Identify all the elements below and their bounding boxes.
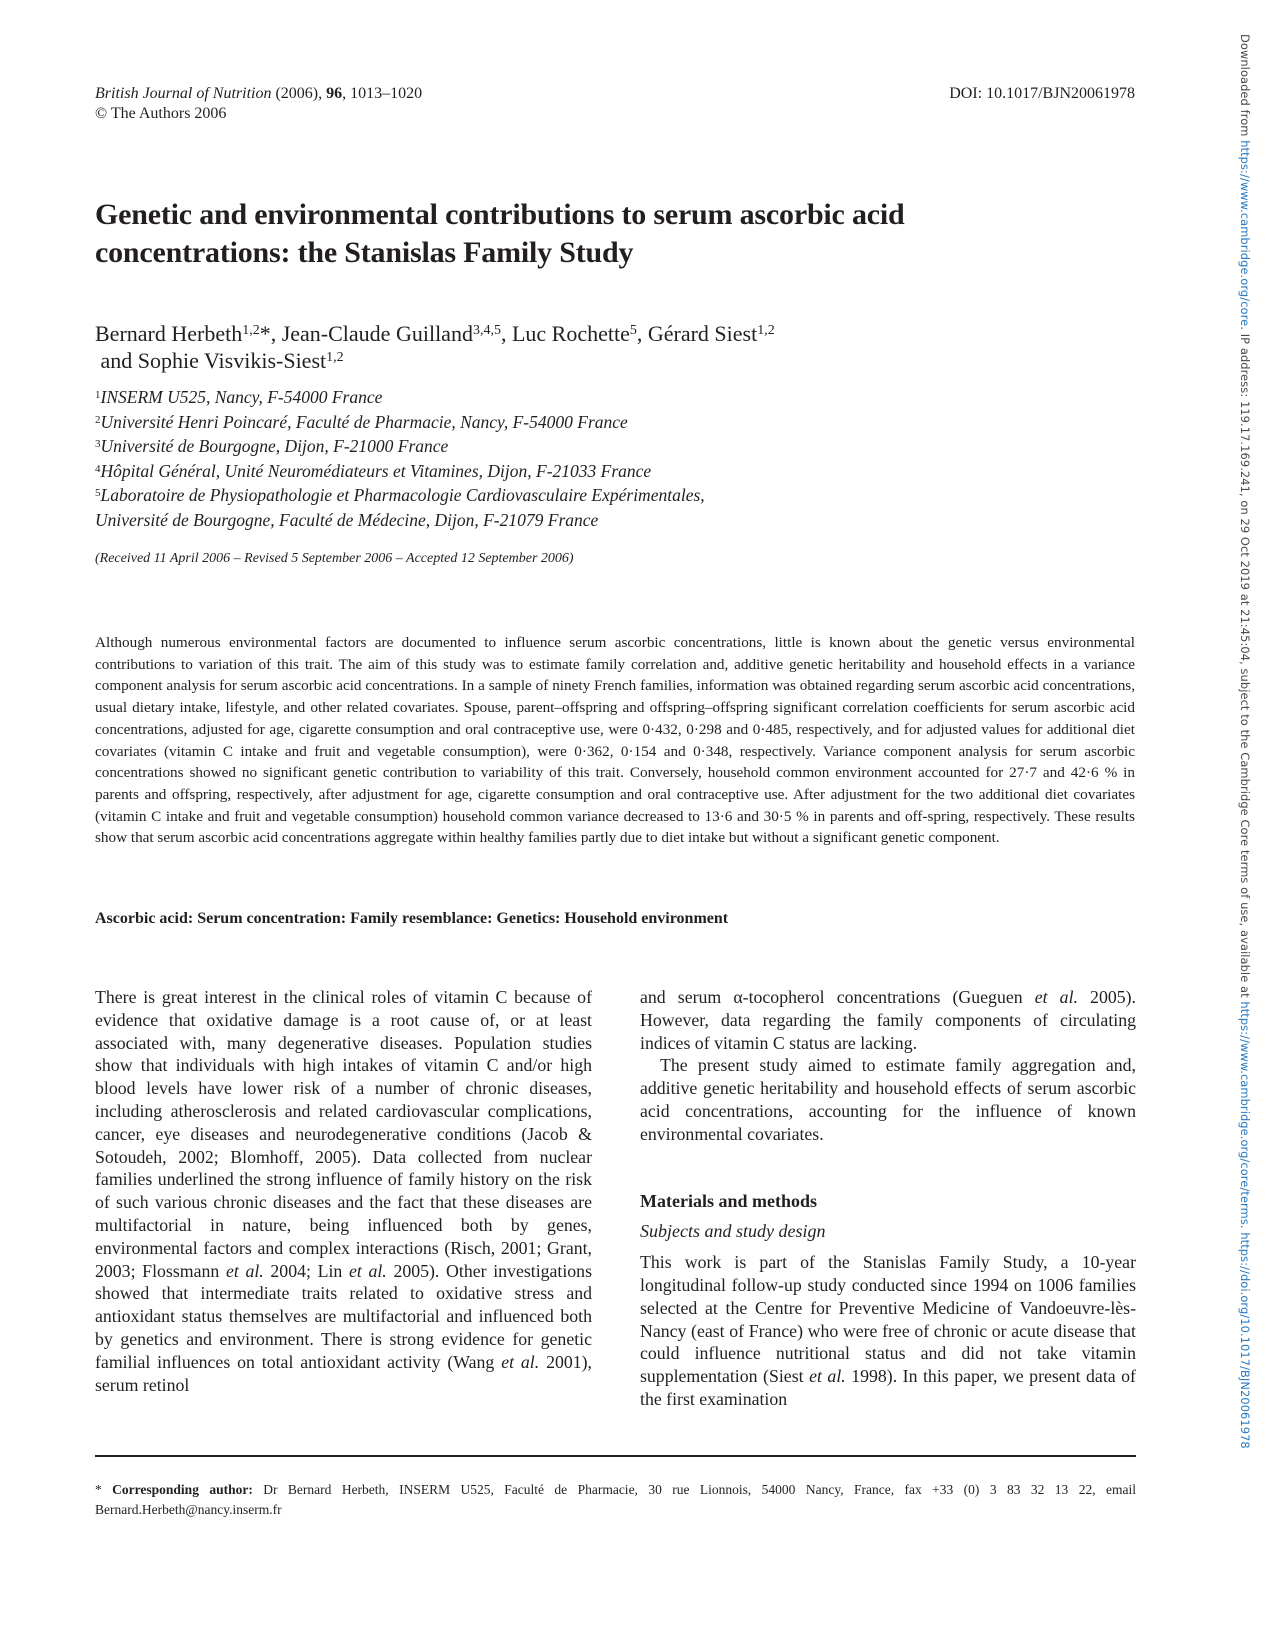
author-sep: , [270,321,282,346]
affiliation-item [95,508,995,533]
author-conjunction: and [95,348,138,373]
doi-header: DOI: 10.1017/BJN20061978 [949,85,1135,102]
et-al: et al. [1034,987,1078,1007]
footnote-text: Dr Bernard Herbeth, INSERM U525, Faculté de Pharmacie, 30 rue Lionnois, 54000 Nancy, France, fax +33 (0) 3 83 32 13 22, email Bernard.Herbeth@nancy.inserm.fr [95,1482,1136,1517]
corresponding-author-footnote [95,1480,1136,1520]
text-run: 2005). However, data regarding the family components of circulating indices of vitamin C status are lacking. [640,987,1136,1053]
affiliation-text: Université de Bourgogne, Faculté de Médecine, Dijon, F-21079 France [95,509,599,530]
text-run: 2001), serum retinol [95,1351,592,1395]
affiliation-text: INSERM U525, Nancy, F-54000 France [100,387,383,407]
footnote-divider [95,1455,1136,1457]
title-line-1: Genetic and environmental contributions to serum ascorbic acid [95,198,905,231]
author-line-2 [95,347,995,374]
et-al: et al. [501,1351,540,1372]
paragraph: The present study aimed to estimate family aggregation and, additive genetic heritability and household effects of serum ascorbic acid concentrations, accounting for the influence of known environmental covariates. [640,1055,1136,1144]
copyright-line: © The Authors 2006 [95,105,227,122]
author-name: Jean-Claude Guilland [281,321,473,346]
author-affil-sup: 5 [629,323,637,338]
sidebar-text: . IP address: 119.17.169.241, on 29 Oct 2019 at 21:45:04, subject to the Cambridge Core terms of use, available at [1238,326,1252,1002]
title-line-2: concentrations: the Stanislas Family Study [95,236,634,269]
subsection-heading: Subjects and study design [640,1221,826,1242]
article-title [95,196,1095,272]
author-list [95,320,995,374]
text-run: 2005). Other investigations showed that intermediate traits related to oxidative stress and antioxidant status themselves are multifactorial and influenced both by genetics and environment. There is strong evidence for genetic familial influences on total antioxidant activity (Wang [95,1260,592,1372]
affiliation-number: 5 [95,487,101,499]
text-run: 2004; Lin [263,1260,349,1281]
text-run: This work is part of the Stanislas Family Study, a 10-year longitudinal follow-up study conducted since 1994 on 1006 families selected at the Centre for Preventive Medicine of Vandoeuvre-lès-Nancy (east of France) who were free of chronic or acute disease that could influence nutritional status and did not take vitamin supplementation (Siest [640,1252,1136,1387]
et-al: et al. [809,1366,846,1387]
sidebar-text: . [1238,1224,1252,1233]
affiliation-number: 1 [95,389,101,401]
author-name: Gérard Siest [647,321,758,346]
author-name: Bernard Herbeth [95,321,243,346]
footnote-label: Corresponding author: [112,1482,253,1497]
affiliation-item [95,459,995,484]
author-sep: , [636,321,648,346]
section-heading: Materials and methods [640,1190,817,1211]
affiliation-item [95,434,995,459]
affiliation-text: Université de Bourgogne, Dijon, F-21000 France [100,436,449,456]
author-affil-sup: 1,2 [757,323,775,338]
citation-line [95,84,422,104]
journal-name: British Journal of Nutrition [95,85,272,102]
sidebar-text: Downloaded from [1238,34,1252,141]
body-column-right [640,986,1136,1411]
author-name: Luc Rochette [511,321,630,346]
affiliation-item [95,410,995,435]
et-al: et al. [348,1260,387,1281]
running-header [95,84,422,124]
download-notice-sidebar [1238,34,1252,1449]
footnote-mark: * [95,1482,113,1497]
doi-link[interactable]: https://doi.org/10.1017/BJN20061978 [1238,1232,1252,1449]
affiliation-number: 2 [95,413,101,426]
affiliation-item [95,483,995,508]
author-affil-sup: 1,2 [242,323,260,338]
keywords: Ascorbic acid: Serum concentration: Family resemblance: Genetics: Household environment [95,910,729,927]
paragraph [95,986,592,1396]
cambridge-core-link[interactable]: https://www.cambridge.org/core [1238,140,1252,327]
affiliation-number: 4 [95,462,101,475]
terms-link[interactable]: https://www.cambridge.org/core/terms [1238,1001,1252,1225]
author-affil-sup: 3,4,5 [472,323,501,338]
journal-pages: , 1013–1020 [342,85,423,102]
text-run: 1998). In this paper, we present data of the first examination [640,1366,1136,1409]
affiliation-number: 3 [95,438,101,450]
et-al: et al. [225,1260,264,1281]
affiliation-text: Hôpital Général, Unité Neuromédiateurs et Vitamines, Dijon, F-21033 France [100,460,652,481]
author-affil-sup: 1,2 [326,350,344,365]
text-run: and serum α-tocopherol concentrations (Gueguen [640,987,1035,1007]
author-line-1 [95,320,995,347]
affiliation-text: Université Henri Poincaré, Faculté de Pharmacie, Nancy, F-54000 France [100,411,628,432]
affiliation-list [95,385,995,532]
affiliation-text: Laboratoire de Physiopathologie et Pharmacologie Cardiovasculaire Expérimentales, [100,485,705,505]
paragraph [640,986,1136,1054]
affiliation-item [95,385,995,410]
body-column-left [95,986,592,1396]
text-run: There is great interest in the clinical roles of vitamin C because of evidence that oxidative damage is a root cause of, or at least associated with, many degenerative diseases. Population studies show that individuals with high intakes of vitamin C and/or high blood levels have lower risk of a number of chronic diseases, including atherosclerosis and related cardiovascular complications, cancer, eye diseases and neurodegenerative conditions (Jacob & Sotoudeh, 2002; Blomhoff, 2005). Data collected from nuclear families underlined the strong influence of family history on the risk of such various chronic diseases and the fact that these diseases are multifactorial in nature, being influenced both by genes, environmental factors and complex interactions (Risch, 2001; Grant, 2003; Flossmann [95,987,592,1281]
paragraph [640,1251,1136,1411]
journal-year: (2006), [275,85,323,102]
abstract: Although numerous environmental factors are documented to influence serum ascorbic concentrations, little is known about the genetic versus environmental contributions to variation of this trait. The aim of this study was to estimate family correlation and, additive genetic heritability and household effects in a variance component analysis for serum ascorbic acid concentrations. In a sample of ninety French families, information was obtained regarding serum ascorbic acid concentrations, usual dietary intake, lifestyle, and other related covariates. Spouse, parent–offspring and offspring–offspring significant correlation coefficients for serum ascorbic acid concentrations, adjusted for age, cigarette consumption and oral contraceptive use, were 0·432, 0·298 and 0·485, respectively, and for adjusted values for additional diet covariates (vitamin C intake and fruit and vegetable consumption), were 0·362, 0·154 and 0·348, respectively. Variance component analysis for serum ascorbic concentrations showed no significant genetic contribution to variability of this trait. Conversely, household common environment accounted for 27·7 and 42·6 % in parents and offspring, respectively, after adjustment for age, cigarette consumption and oral contraceptive use. After adjustment for the two additional diet covariates (vitamin C intake and fruit and vegetable consumption) household common variance decreased to 13·6 and 30·5 % in parents and off-spring, respectively. These results show that serum ascorbic acid concentrations aggregate within healthy families partly due to diet intake but without a significant genetic component. [95,634,1135,847]
author-name: Sophie Visvikis-Siest [137,348,327,373]
journal-volume: 96 [326,85,343,102]
author-sep: , [500,321,512,346]
received-dates: (Received 11 April 2006 – Revised 5 September 2006 – Accepted 12 September 2006) [95,551,574,566]
corresponding-mark: * [259,321,271,346]
